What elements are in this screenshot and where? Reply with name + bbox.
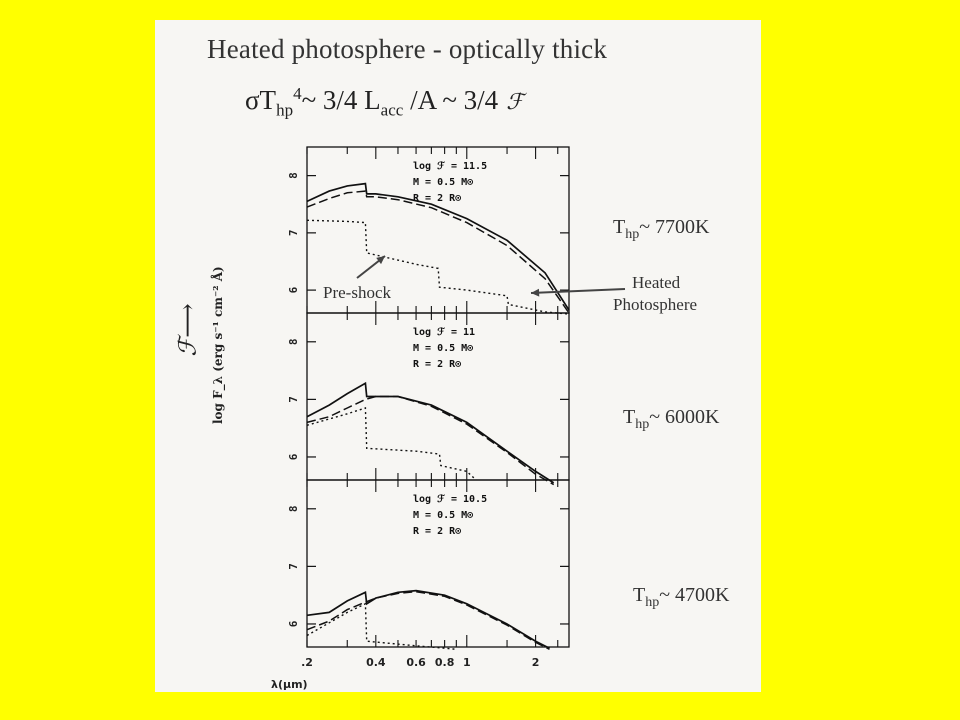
panel-2 xyxy=(287,313,569,485)
page-title: Heated photosphere - optically thick xyxy=(207,34,608,64)
y-tick-label: 6 xyxy=(287,286,300,294)
series-dotted xyxy=(307,604,456,650)
formula-script-f: ℱ xyxy=(506,90,524,115)
panel-annotation-line: log ℱ = 11 xyxy=(413,327,476,338)
thp-pre-3: T xyxy=(633,584,646,606)
panel-annotation-line: R = 2 R⊙ xyxy=(413,359,462,370)
thp-pre-1: T xyxy=(613,216,626,238)
formula-mid: ~ 3/4 L xyxy=(301,85,381,115)
y-axis-label: log F_λ (erg s⁻¹ cm⁻² Å) xyxy=(211,266,225,424)
panel-annotation-line: M = 0.5 M⊙ xyxy=(413,510,474,521)
y-tick-label: 6 xyxy=(287,453,300,461)
formula-end: /A ~ 3/4 xyxy=(403,85,499,115)
formula-sigma: σT xyxy=(245,85,277,115)
panel-annotation-line: R = 2 R⊙ xyxy=(413,193,462,204)
thp-sub-3: hp xyxy=(645,595,660,610)
series-dashed xyxy=(307,592,550,650)
x-tick-label: 0.6 xyxy=(406,656,426,669)
y-tick-label: 7 xyxy=(287,396,300,403)
y-tick-label: 7 xyxy=(287,563,300,570)
thp-sub-1: hp xyxy=(625,227,640,242)
panel-annotation-line: log ℱ = 11.5 xyxy=(413,161,488,172)
heated-arrow-head xyxy=(531,289,539,297)
thp-post-3: ~ 4700K xyxy=(659,584,730,606)
x-tick-label: 0.8 xyxy=(434,656,455,669)
slide-sheet xyxy=(155,20,761,692)
flux-arrow-label: ℱ⟶ xyxy=(173,303,202,357)
formula-sup-4: 4 xyxy=(293,84,302,103)
x-tick-label: 0.4 xyxy=(366,656,386,669)
y-tick-label: 8 xyxy=(287,338,300,346)
x-axis-title: λ(μm) xyxy=(271,678,308,691)
series-solid xyxy=(307,591,550,649)
thp-pre-2: T xyxy=(623,406,636,428)
x-tick-label: 1 xyxy=(462,656,471,669)
thp-sub-2: hp xyxy=(635,417,650,432)
panel-annotation-line: R = 2 R⊙ xyxy=(413,526,462,537)
x-tick-label: .2 xyxy=(301,656,313,669)
series-dashed xyxy=(307,397,554,485)
heated-label-1: Heated xyxy=(632,273,681,292)
y-tick-label: 8 xyxy=(287,172,300,179)
series-dotted xyxy=(307,408,476,480)
thp-post-2: ~ 6000K xyxy=(649,406,720,428)
panel-annotation-line: log ℱ = 10.5 xyxy=(413,494,488,505)
heated-label-2: Photosphere xyxy=(613,295,698,314)
y-tick-label: 8 xyxy=(287,505,300,513)
heated-arrow xyxy=(531,289,625,293)
panel-frame xyxy=(307,313,569,480)
formula-sub-acc: acc xyxy=(380,100,404,120)
spectra-chart xyxy=(155,20,761,692)
series-solid xyxy=(307,383,554,483)
y-tick-label: 7 xyxy=(287,229,300,237)
panel-frame xyxy=(307,480,569,647)
panel-annotation-line: M = 0.5 M⊙ xyxy=(413,343,474,354)
x-tick-label: 2 xyxy=(531,656,540,669)
thp-post-1: ~ 7700K xyxy=(639,216,710,238)
panel-3 xyxy=(287,480,569,649)
y-tick-label: 6 xyxy=(287,620,300,628)
preshock-label: Pre-shock xyxy=(323,283,391,302)
panel-annotation-line: M = 0.5 M⊙ xyxy=(413,177,474,188)
formula-sub-hp: hp xyxy=(276,100,294,120)
